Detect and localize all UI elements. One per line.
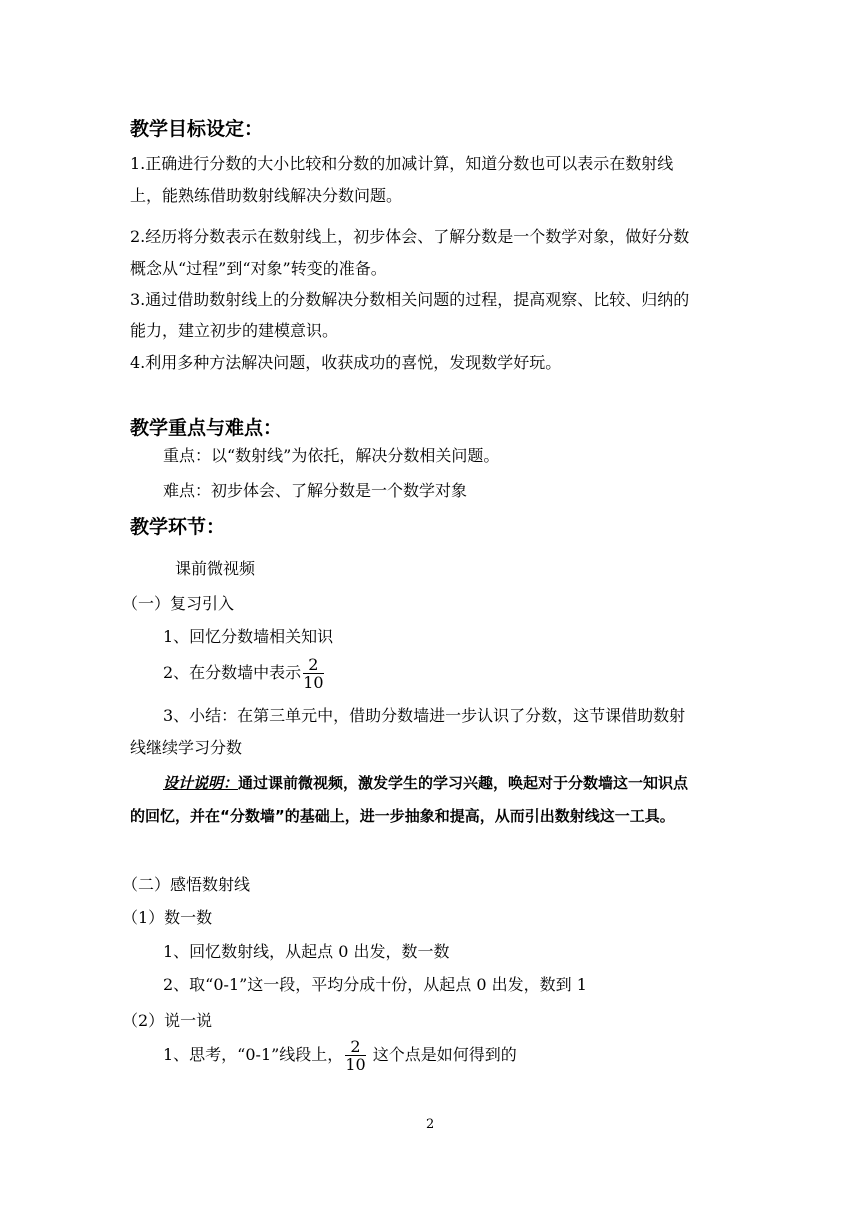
part-1-item-2-text: 2、在分数墙中表示 <box>163 663 302 682</box>
goal-4: 4.利用多种方法解决问题，收获成功的喜悦，发现数学好玩。 <box>130 353 562 372</box>
page-number: 2 <box>426 1117 435 1132</box>
part-1-title: （一）复习引入 <box>122 594 235 613</box>
section-heading-steps: 教学环节： <box>130 516 226 538</box>
section-heading-goals: 教学目标设定： <box>130 118 264 140</box>
key-point: 重点：以“数射线”为依托，解决分数相关问题。 <box>163 446 500 465</box>
part-1-item-3-line-2: 线继续学习分数 <box>130 738 243 757</box>
part-2-title: （二）感悟数射线 <box>122 875 251 894</box>
part-2-sub-2-item-1-prefix: 1、思考，“0-1”线段上， <box>163 1045 344 1064</box>
design-note-text-1: 通过课前微视频，激发学生的学习兴趣，唤起对于分数墙这一知识点 <box>238 774 689 792</box>
part-1-item-3-line-1: 3、小结：在第三单元中，借助分数墙进一步认识了分数，这节课借助数射 <box>163 706 686 725</box>
fraction-2-10-second <box>345 1038 365 1073</box>
design-note-line-2: 的回忆，并在“分数墙”的基础上，进一步抽象和提高，从而引出数射线这一工具。 <box>130 807 675 825</box>
pre-class-video: 课前微视频 <box>175 559 256 578</box>
goal-1-line-1: 1.正确进行分数的大小比较和分数的加减计算，知道分数也可以表示在数射线 <box>130 154 674 173</box>
part-2-sub-2-title: （2）说一说 <box>122 1011 213 1030</box>
fraction-denominator: 10 <box>303 673 324 692</box>
fraction-denominator: 10 <box>345 1055 366 1074</box>
goal-2-line-2: 概念从“过程”到“对象”转变的准备。 <box>130 259 387 278</box>
fraction-2-10 <box>303 656 323 691</box>
part-2-sub-2-item-1-suffix: 这个点是如何得到的 <box>372 1045 517 1064</box>
fraction-numerator: 2 <box>303 656 323 674</box>
part-1-item-2 <box>163 656 326 691</box>
goal-2-line-1: 2.经历将分数表示在数射线上，初步体会、了解分数是一个数学对象，做好分数 <box>130 227 690 246</box>
part-2-sub-1-item-2: 2、取“0-1”这一段，平均分成十份，从起点 0 出发，数到 1 <box>163 975 587 994</box>
design-note-label: 设计说明： <box>163 774 239 792</box>
fraction-numerator: 2 <box>345 1038 365 1056</box>
difficulty-point: 难点：初步体会、了解分数是一个数学对象 <box>163 481 468 500</box>
goal-3-line-2: 能力，建立初步的建模意识。 <box>130 321 339 340</box>
part-2-sub-1-title: （1）数一数 <box>122 908 213 927</box>
part-1-item-1: 1、回忆分数墙相关知识 <box>163 627 334 646</box>
part-2-sub-1-item-1: 1、回忆数射线，从起点 0 出发，数一数 <box>163 942 450 961</box>
section-heading-key-points: 教学重点与难点： <box>130 417 283 439</box>
part-2-sub-2-item-1 <box>163 1038 517 1073</box>
goal-1-line-2: 上，能熟练借助数射线解决分数问题。 <box>130 186 403 205</box>
design-note-line-1 <box>163 773 688 793</box>
goal-3-line-1: 3.通过借助数射线上的分数解决分数相关问题的过程，提高观察、比较、归纳的 <box>130 290 690 309</box>
